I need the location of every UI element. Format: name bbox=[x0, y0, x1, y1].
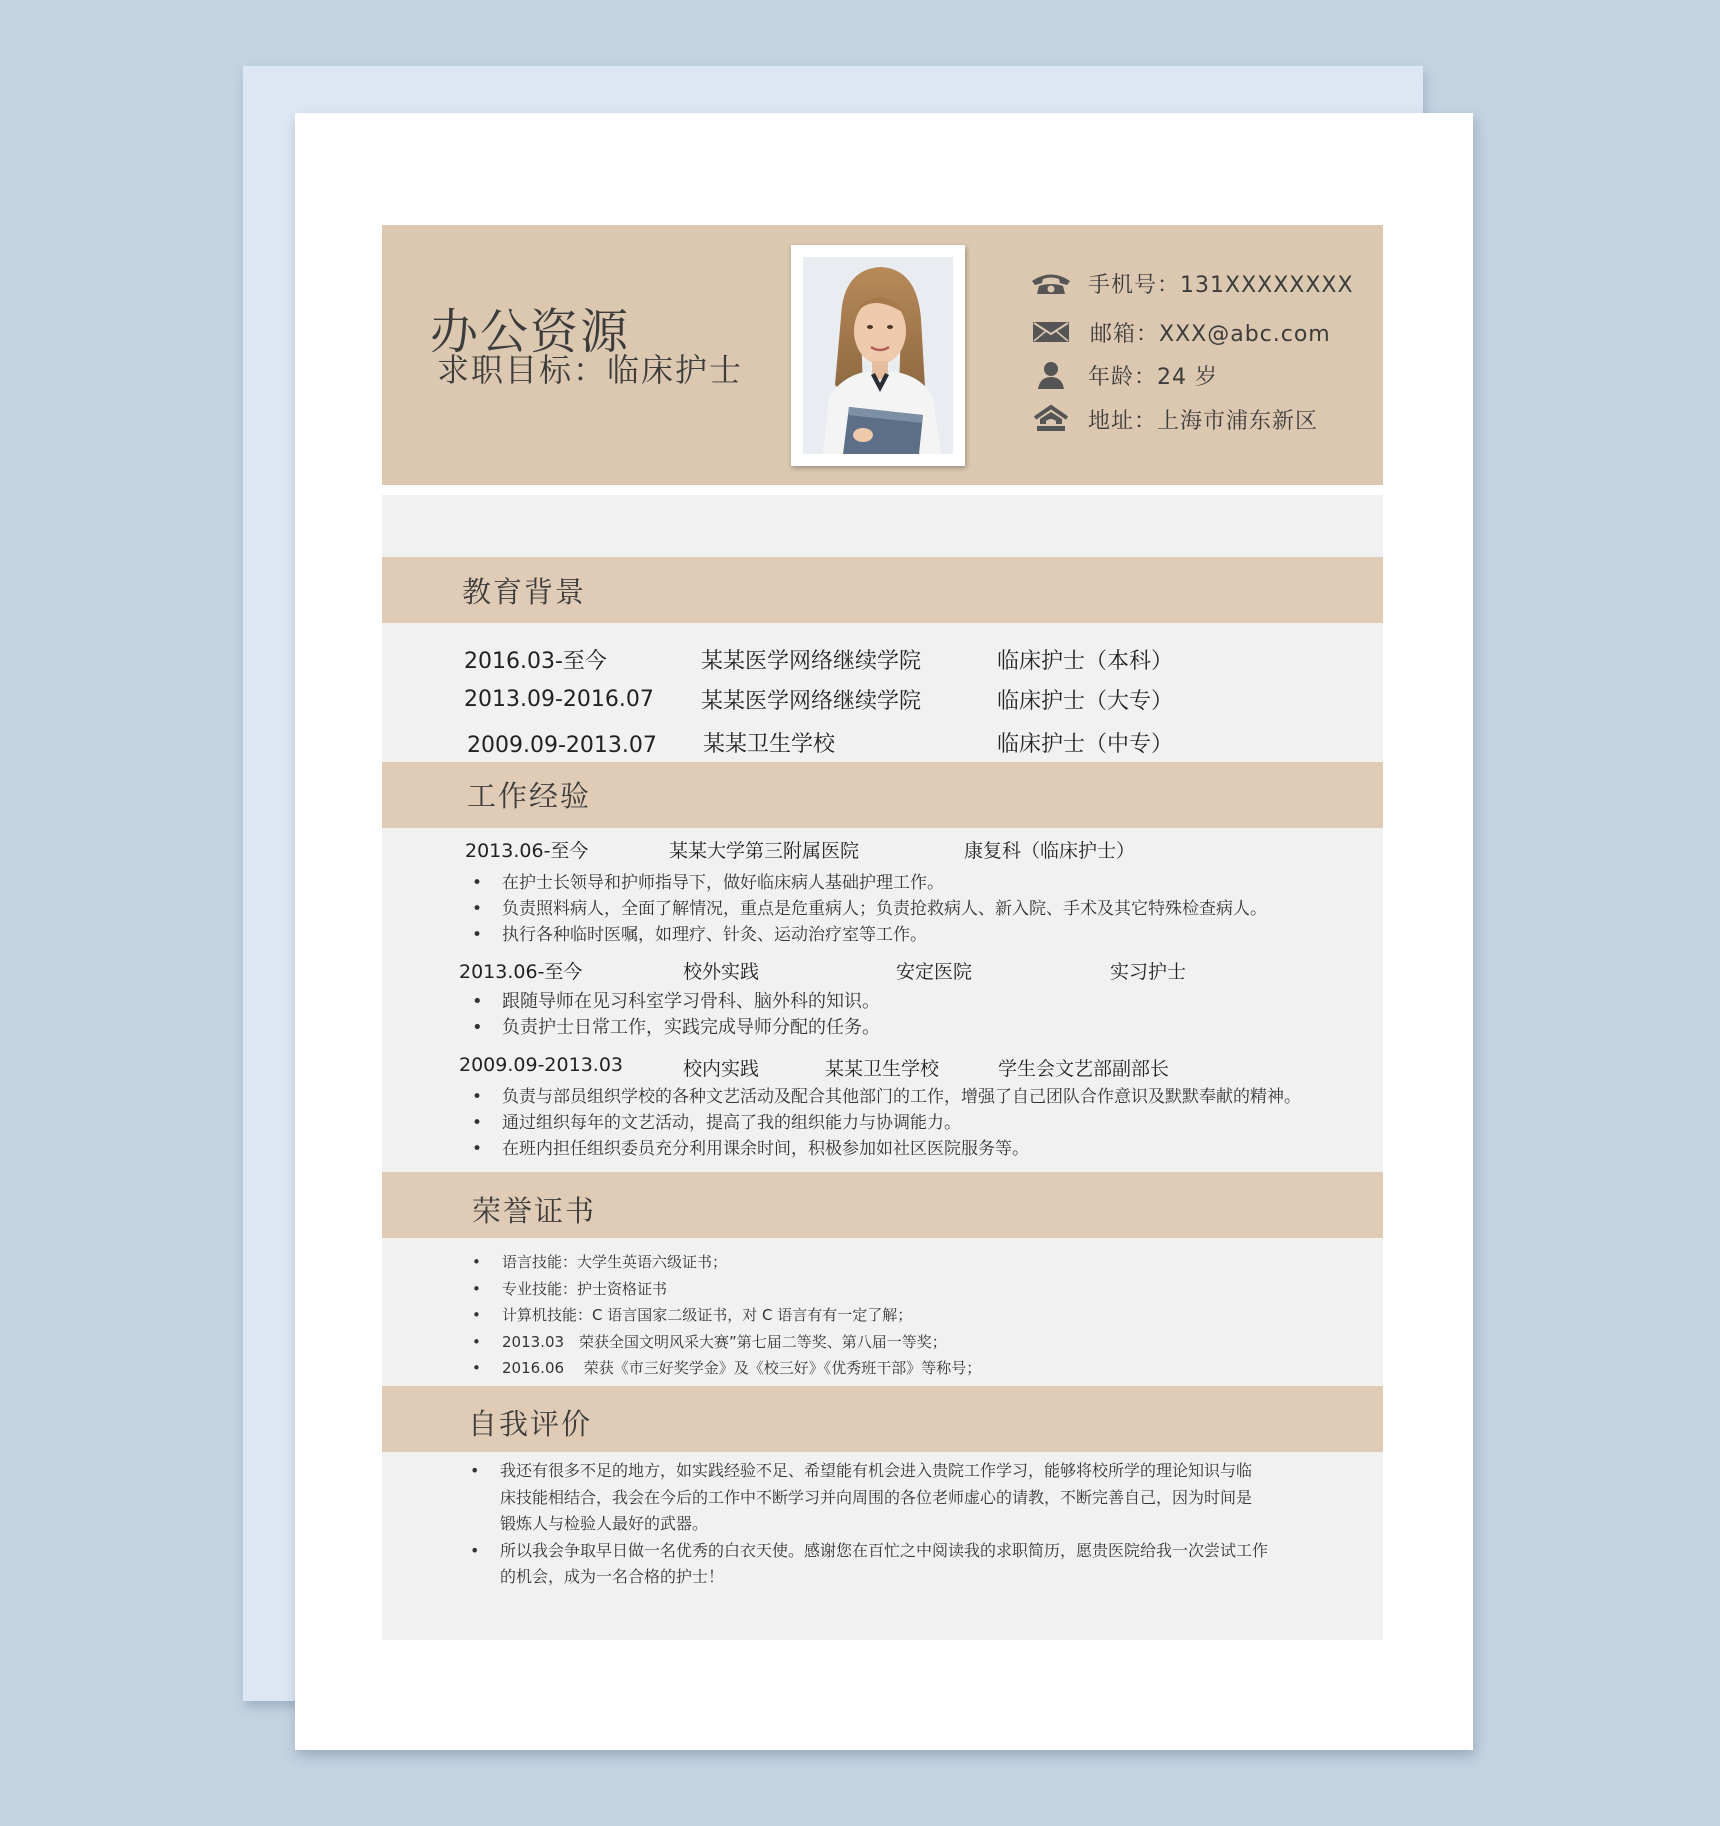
mail-icon bbox=[1028, 317, 1074, 347]
edu-date: 2013.09-2016.07 bbox=[464, 687, 654, 712]
work-date: 2009.09-2013.03 bbox=[459, 1054, 623, 1076]
edu-major: 临床护士（大专） bbox=[997, 689, 1174, 714]
contact-email bbox=[1028, 314, 1331, 350]
work-position: 康复科（临床护士） bbox=[964, 840, 1136, 862]
list-item: • 负责与部员组织学校的各种文艺活动及配合其他部门的工作，增强了自己团队合作意识及默默奉献的精神。 bbox=[466, 1084, 1301, 1110]
job-objective: 求职目标：临床护士 bbox=[437, 351, 744, 389]
education-title: 教育背景 bbox=[462, 575, 587, 609]
edu-major: 临床护士（本科） bbox=[997, 649, 1174, 674]
work-position: 学生会文艺部副部长 bbox=[998, 1058, 1170, 1080]
self-title: 自我评价 bbox=[468, 1407, 593, 1441]
person-icon bbox=[1028, 360, 1074, 390]
list-item: • 执行各种临时医嘱，如理疗、针灸、运动治疗室等工作。 bbox=[466, 922, 1267, 948]
work-position: 实习护士 bbox=[1110, 961, 1187, 983]
list-item: • 2016.06 荣获《市三好奖学金》及《校三好》《优秀班干部》等称号； bbox=[466, 1355, 981, 1382]
edu-school: 某某医学网络继续学院 bbox=[701, 689, 922, 714]
list-item: • 负责照料病人，全面了解情况，重点是危重病人；负责抢救病人、新入院、手术及其它特殊检查病人。 bbox=[466, 896, 1267, 922]
self-evaluation-list bbox=[464, 1458, 1304, 1591]
work-date: 2013.06-至今 bbox=[459, 961, 583, 983]
contact-address bbox=[1028, 401, 1318, 437]
self-line: • 所以我会争取早日做一名优秀的白衣天使。感谢您在百忙之中阅读我的求职简历，愿贵医院给我一次尝试工作 bbox=[500, 1540, 1269, 1560]
resume-document bbox=[382, 225, 1383, 1640]
candidate-name: 办公资源 bbox=[430, 304, 631, 360]
work-type: 校外实践 bbox=[683, 961, 760, 983]
list-item: • 计算机技能：C 语言国家二级证书，对 C 语言有有一定了解； bbox=[466, 1302, 981, 1329]
work-date: 2013.06-至今 bbox=[465, 840, 589, 862]
honors-list bbox=[466, 1249, 981, 1382]
contact-age-text: 年龄：24 岁 bbox=[1088, 364, 1218, 390]
resume-header bbox=[382, 225, 1383, 485]
self-line: 的机会，成为一名合格的护士！ bbox=[500, 1567, 725, 1586]
list-item: • 跟随导师在见习科室学习骨科、脑外科的知识。 bbox=[466, 989, 880, 1015]
self-line: • 我还有很多不足的地方，如实践经验不足、希望能有机会进入贵院工作学习，能够将校所学的理论知识与临 bbox=[500, 1461, 1253, 1480]
list-item bbox=[464, 1538, 1304, 1591]
contact-phone-text: 手机号：131XXXXXXXX bbox=[1088, 272, 1354, 298]
work-employer: 安定医院 bbox=[896, 961, 973, 983]
work-employer: 某某卫生学校 bbox=[825, 1058, 940, 1080]
education-section-bar bbox=[382, 557, 1383, 623]
work-duties-list bbox=[466, 989, 880, 1041]
list-item: • 负责护士日常工作，实践完成导师分配的任务。 bbox=[466, 1015, 880, 1041]
contact-email-text: 邮箱：XXX@abc.com bbox=[1090, 321, 1331, 347]
work-duties-list bbox=[466, 1084, 1301, 1162]
edu-date: 2016.03-至今 bbox=[464, 649, 607, 674]
self-line: 床技能相结合，我会在今后的工作中不断学习并向周围的各位老师虚心的请教，不断完善自己，因为时间是 bbox=[500, 1487, 1253, 1507]
phone-icon bbox=[1028, 268, 1074, 298]
work-employer: 某某大学第三附属医院 bbox=[669, 840, 860, 862]
work-section-bar bbox=[382, 762, 1383, 828]
profile-photo-frame bbox=[791, 245, 965, 466]
list-item: • 专业技能：护士资格证书 bbox=[466, 1276, 981, 1303]
list-item: • 语言技能：大学生英语六级证书； bbox=[466, 1249, 981, 1276]
self-line: 锻炼人与检验人最好的武器。 bbox=[500, 1514, 709, 1533]
edu-major: 临床护士（中专） bbox=[997, 732, 1174, 757]
list-item: • 在护士长领导和护师指导下，做好临床病人基础护理工作。 bbox=[466, 870, 1267, 896]
list-item: • 通过组织每年的文艺活动，提高了我的组织能力与协调能力。 bbox=[466, 1110, 1301, 1136]
header-divider bbox=[382, 485, 1383, 495]
work-type: 校内实践 bbox=[683, 1058, 760, 1080]
edu-school: 某某医学网络继续学院 bbox=[701, 649, 922, 674]
work-title: 工作经验 bbox=[467, 779, 592, 813]
honors-section-bar bbox=[382, 1172, 1383, 1238]
work-duties-list bbox=[466, 870, 1267, 948]
contact-phone bbox=[1028, 265, 1354, 301]
profile-photo bbox=[803, 257, 953, 454]
edu-date: 2009.09-2013.07 bbox=[467, 733, 657, 758]
list-item: • 在班内担任组织委员充分利用课余时间，积极参加如社区医院服务等。 bbox=[466, 1136, 1301, 1162]
edu-school: 某某卫生学校 bbox=[703, 732, 836, 757]
list-item: • 2013.03 荣获全国文明风采大赛”第七届二等奖、第八届一等奖； bbox=[466, 1329, 981, 1356]
self-section-bar bbox=[382, 1386, 1383, 1452]
contact-address-text: 地址：上海市浦东新区 bbox=[1088, 408, 1319, 434]
list-item bbox=[464, 1458, 1304, 1538]
home-icon bbox=[1028, 404, 1074, 434]
honors-title: 荣誉证书 bbox=[472, 1194, 597, 1228]
contact-age bbox=[1028, 357, 1218, 393]
